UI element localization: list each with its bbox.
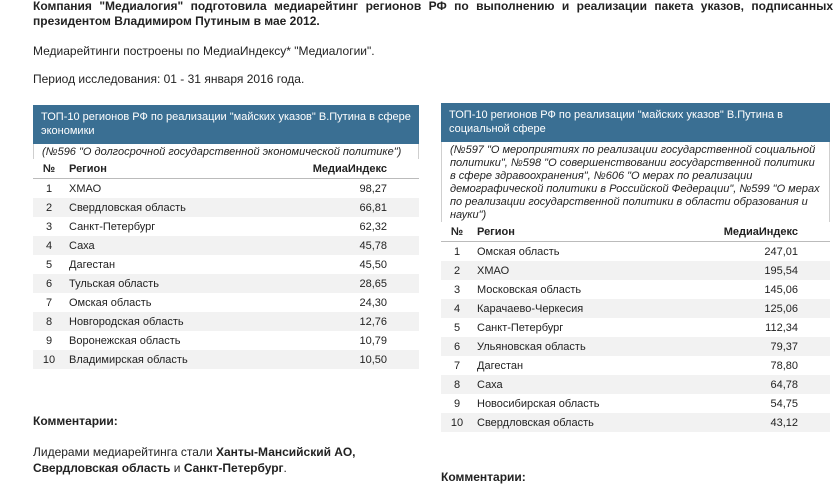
social-rating-card (441, 103, 830, 432)
column-header-num: № (33, 159, 65, 179)
table-row (33, 293, 419, 312)
table-row (33, 236, 419, 255)
region-cell: Московская область (477, 283, 582, 296)
region-cell: Новосибирская область (477, 397, 600, 410)
table-row (33, 198, 419, 217)
rank-cell: 7 (453, 359, 461, 372)
rank-cell: 2 (33, 198, 65, 217)
index-cell: 125,06 (667, 299, 831, 318)
table-row (441, 337, 830, 356)
column-header-region: Регион (473, 222, 667, 242)
table-row (33, 255, 419, 274)
region-cell: Тульская область (65, 274, 254, 293)
region-cell: Омская область (69, 296, 152, 309)
rank-cell: 10 (33, 350, 65, 369)
table-row (33, 350, 419, 369)
table-row (441, 280, 830, 299)
column-header-region: Регион (65, 159, 254, 179)
region-cell: Владимирская область (65, 350, 254, 369)
rank-cell: 5 (453, 321, 461, 334)
social-card-header: ТОП-10 регионов РФ по реализации "майских указов" В.Путина в социальной сфере (441, 103, 830, 142)
region-cell: Саха (65, 236, 254, 255)
table-row (441, 375, 830, 394)
rank-cell: 2 (441, 261, 473, 280)
rank-cell: 8 (33, 312, 65, 331)
table-row (441, 318, 830, 337)
region-cell: ХМАО (69, 182, 102, 195)
column-header-index: МедиаИндекс (667, 222, 831, 242)
region-cell: Ульяновская область (473, 337, 667, 356)
leaders-bold-1: Ханты-Мансийский АО, Свердловская область (33, 445, 356, 475)
region-cell: Дагестан (477, 359, 524, 372)
index-cell: 24,30 (359, 296, 387, 309)
index-cell: 195,54 (667, 261, 831, 280)
index-cell: 62,32 (359, 220, 387, 233)
region-cell: Санкт-Петербург (69, 220, 156, 233)
index-cell: 45,78 (254, 236, 419, 255)
economy-rating-card (33, 105, 419, 369)
rank-cell: 3 (453, 283, 461, 296)
column-header-num: № (441, 222, 473, 242)
table-row (33, 217, 419, 236)
index-cell: 12,76 (254, 312, 419, 331)
table-row (441, 242, 830, 262)
rank-cell: 7 (45, 296, 53, 309)
index-cell: 10,50 (254, 350, 419, 369)
table-row (441, 356, 830, 375)
media-index-line: Медиарейтинги построены по МедиаИндексу* "Медиалогии". (33, 44, 375, 58)
economy-rating-table (33, 159, 419, 369)
region-cell: Новгородская область (65, 312, 254, 331)
rank-cell: 9 (453, 397, 461, 410)
index-cell: 98,27 (359, 182, 387, 195)
index-cell: 112,34 (765, 321, 798, 334)
social-policy-note: (№597 "О мероприятиях по реализации государственной социальной политики", №598 "О совершенствовании государственной политики в сфере здравоохранения", №606 "О мерах по реализации демографической политики в Российской Федерации", №599 "О мерах по реализации государственной политики в области образования и науки") (441, 142, 830, 222)
index-cell: 145,06 (764, 283, 798, 296)
region-cell: Воронежская область (69, 334, 181, 347)
table-row (33, 179, 419, 199)
comments-title-right: Комментарии: (441, 470, 526, 484)
index-cell: 54,75 (770, 397, 798, 410)
index-cell: 79,37 (667, 337, 831, 356)
rank-cell: 5 (45, 258, 53, 271)
column-header-index: МедиаИндекс (254, 159, 419, 179)
table-row (441, 394, 830, 413)
table-row (441, 413, 830, 432)
rank-cell: 9 (45, 334, 53, 347)
region-cell: Свердловская область (65, 198, 254, 217)
index-cell: 43,12 (667, 413, 831, 432)
rank-cell: 1 (45, 182, 53, 195)
index-cell: 64,78 (667, 375, 831, 394)
economy-card-header: ТОП-10 регионов РФ по реализации "майских указов" В.Путина в сфере экономики (33, 105, 419, 144)
rank-cell: 6 (33, 274, 65, 293)
region-cell: Свердловская область (473, 413, 667, 432)
rank-cell: 6 (441, 337, 473, 356)
leaders-bold-2: Санкт-Петербург (183, 461, 284, 475)
region-cell: ХМАО (473, 261, 667, 280)
leaders-comment (33, 444, 393, 476)
intro-title: Компания "Медиалогия" подготовила медиарейтинг регионов РФ по выполнению и реализации пакета указов, подписанных президентом Владимиром Путиным в мае 2012. (33, 0, 833, 28)
rank-cell: 4 (33, 236, 65, 255)
table-row (441, 299, 830, 318)
rank-cell: 8 (441, 375, 473, 394)
region-cell: Саха (473, 375, 667, 394)
region-cell: Санкт-Петербург (477, 321, 564, 334)
table-row (33, 274, 419, 293)
period-line: Период исследования: 01 - 31 января 2016 года. (33, 72, 305, 86)
rank-cell: 4 (441, 299, 473, 318)
comments-title-left: Комментарии: (33, 414, 118, 428)
index-cell: 78,80 (770, 359, 798, 372)
social-rating-table (441, 222, 830, 432)
region-cell: Дагестан (69, 258, 116, 271)
table-row (33, 312, 419, 331)
index-cell: 10,79 (359, 334, 387, 347)
rank-cell: 1 (453, 245, 461, 258)
index-cell: 45,50 (359, 258, 387, 271)
rank-cell: 3 (45, 220, 53, 233)
rank-cell: 10 (441, 413, 473, 432)
table-row (33, 331, 419, 350)
region-cell: Карачаево-Черкесия (473, 299, 667, 318)
region-cell: Омская область (477, 245, 560, 258)
economy-policy-note: (№596 "О долгосрочной государственной экономической политике") (33, 144, 419, 159)
index-cell: 247,01 (764, 245, 798, 258)
index-cell: 66,81 (254, 198, 419, 217)
leaders-prefix: Лидерами медиарейтинга стали (33, 445, 216, 459)
leaders-suffix: . (283, 461, 287, 475)
index-cell: 28,65 (254, 274, 419, 293)
table-row (441, 261, 830, 280)
leaders-and: и (170, 461, 184, 475)
